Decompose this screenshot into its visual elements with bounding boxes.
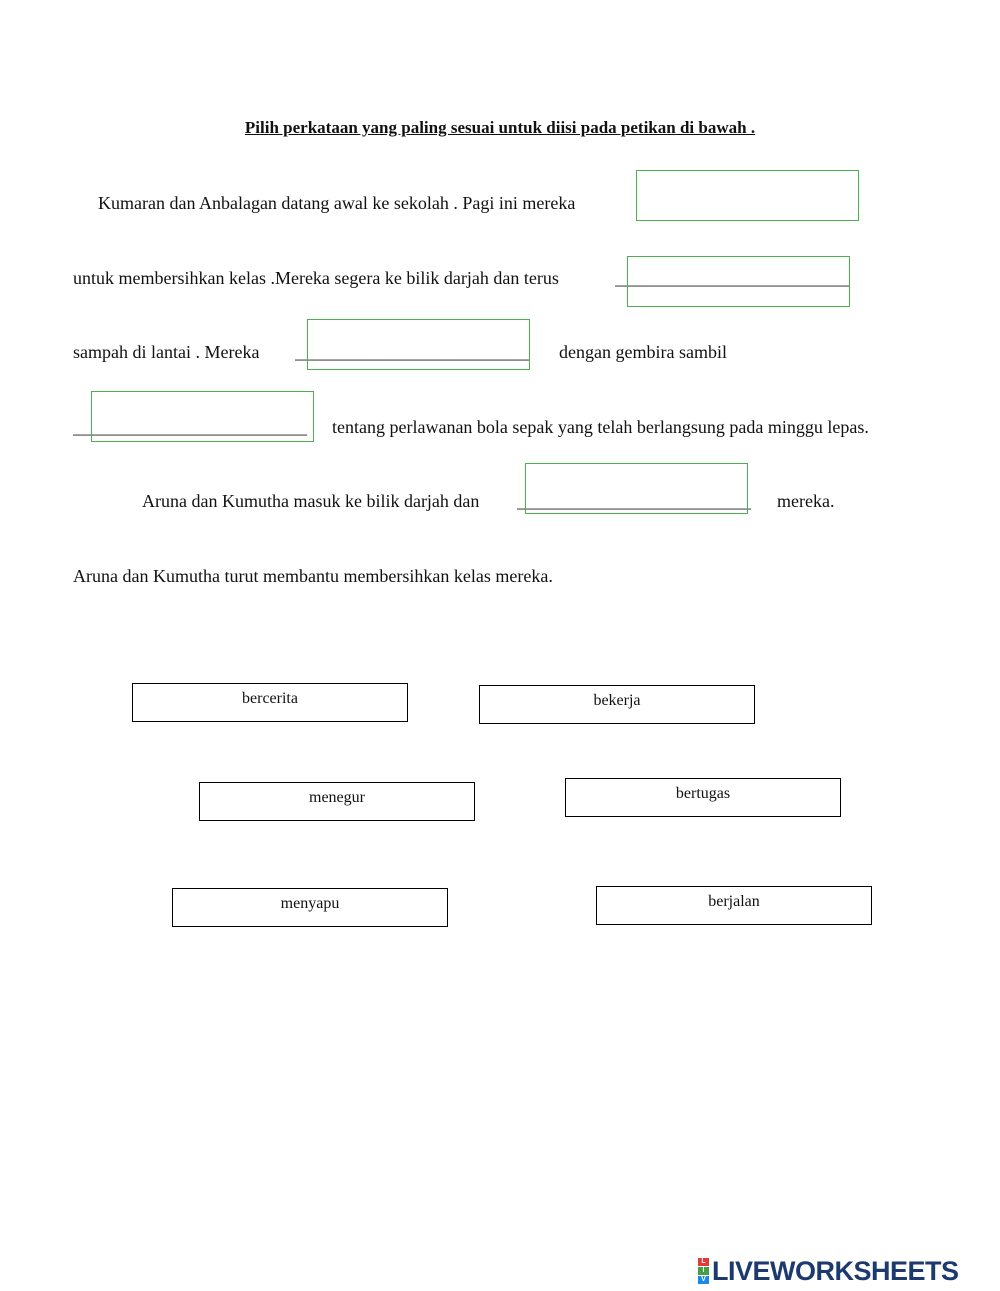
passage-line-5-prefix: Aruna dan Kumutha masuk ke bilik darjah dan	[142, 491, 480, 511]
passage-line-3-prefix: sampah di lantai . Mereka	[73, 342, 260, 362]
blank-line-3: __________________________	[295, 342, 529, 362]
word-option-bertugas[interactable]: bertugas	[565, 778, 841, 817]
passage-line-4-suffix: tentang perlawanan bola sepak yang telah berlangsung pada minggu lepas.	[332, 417, 869, 437]
answer-dropbox-5[interactable]	[525, 463, 748, 514]
answer-dropbox-2[interactable]	[627, 256, 850, 307]
answer-dropbox-3[interactable]	[307, 319, 530, 370]
word-option-bekerja[interactable]: bekerja	[479, 685, 755, 724]
page-title: Pilih perkataan yang paling sesuai untuk diisi pada petikan di bawah .	[244, 118, 756, 137]
logo-letter-v: V	[698, 1276, 709, 1284]
answer-dropbox-1[interactable]	[636, 170, 859, 221]
passage-line-2: untuk membersihkan kelas .Mereka segera ke bilik darjah dan terus	[73, 268, 559, 288]
blank-line-4: __________________________	[73, 417, 307, 437]
liveworksheets-brand	[698, 1256, 959, 1286]
liveworksheets-logo-icon	[698, 1258, 709, 1284]
brand-name: LIVEWORKSHEETS	[712, 1255, 959, 1286]
passage-line-6: Aruna dan Kumutha turut membantu membersihkan kelas mereka.	[73, 566, 553, 586]
logo-letter-i: I	[698, 1267, 709, 1275]
word-option-bercerita[interactable]: bercerita	[132, 683, 408, 722]
passage-line-1: Kumaran dan Anbalagan datang awal ke sekolah . Pagi ini mereka	[98, 193, 576, 213]
word-option-menegur[interactable]: menegur	[199, 782, 475, 821]
blank-line-2: __________________________	[615, 268, 849, 288]
passage-line-3-suffix: dengan gembira sambil	[559, 342, 727, 362]
word-option-berjalan[interactable]: berjalan	[596, 886, 872, 925]
blank-line-5: __________________________	[517, 491, 751, 511]
word-option-menyapu[interactable]: menyapu	[172, 888, 448, 927]
logo-letter-l: L	[698, 1258, 709, 1266]
answer-dropbox-4[interactable]	[91, 391, 314, 442]
passage-line-5-suffix: mereka.	[777, 491, 835, 511]
